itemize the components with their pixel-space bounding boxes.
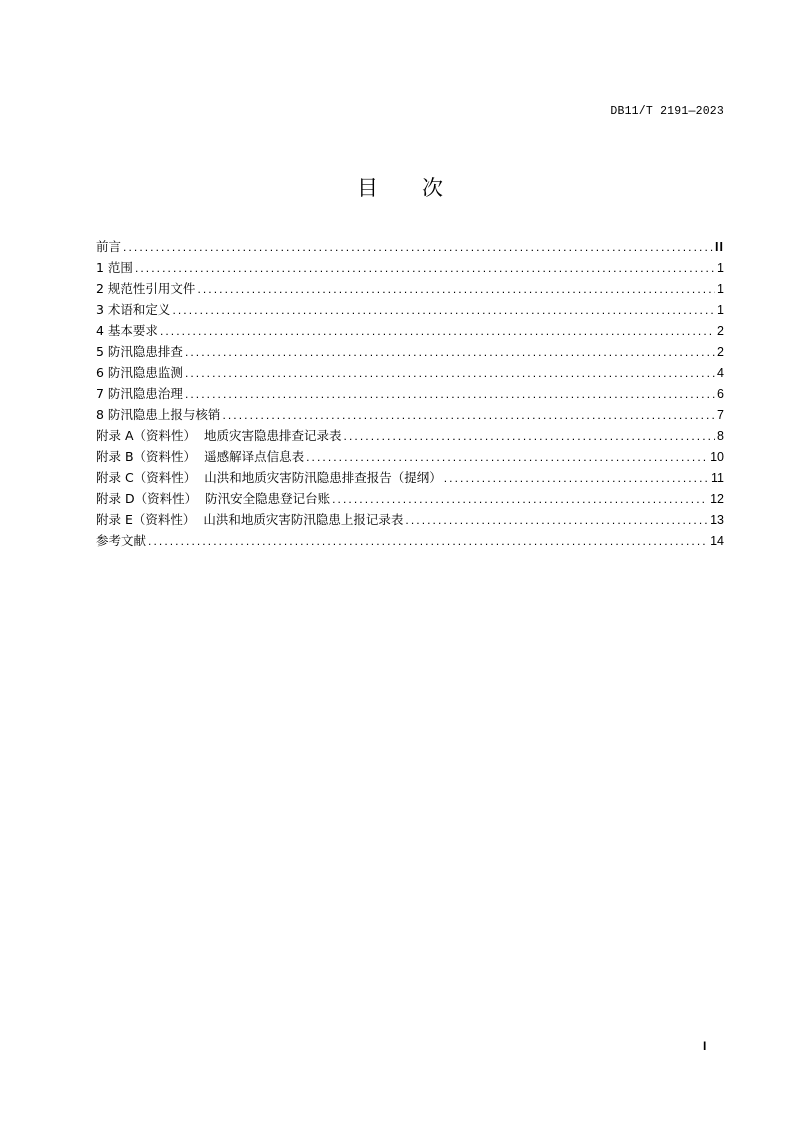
toc-subtitle: 山洪和地质灾害防汛隐患排查报告（提纲）	[204, 470, 442, 485]
toc-leader	[172, 300, 715, 321]
toc-entry-reporting[interactable]	[96, 404, 724, 425]
toc-label: 7 防汛隐患治理	[96, 386, 183, 401]
toc-page: 8	[717, 429, 724, 443]
toc-label: 4 基本要求	[96, 323, 158, 338]
toc-page: 6	[717, 387, 724, 401]
toc-entry-basic-requirements[interactable]	[96, 320, 724, 341]
toc-page: 1	[717, 282, 724, 296]
toc-leader	[197, 279, 715, 300]
toc-page: II	[715, 240, 724, 254]
title-char-1: 目	[357, 176, 378, 200]
toc-label: 1 范围	[96, 260, 133, 275]
page-title	[0, 172, 800, 202]
toc-page: 4	[717, 366, 724, 380]
toc-subtitle: 遥感解译点信息表	[204, 449, 305, 464]
toc-leader	[185, 384, 715, 405]
toc-leader	[306, 447, 708, 468]
toc-label: 参考文献	[96, 533, 147, 548]
toc-page: 7	[717, 408, 724, 422]
toc-subtitle: 防汛安全隐患登记台账	[205, 491, 331, 506]
toc-label: 2 规范性引用文件	[96, 281, 196, 296]
toc-label: 附录 D（资料性）	[96, 491, 198, 506]
toc-entry-bibliography[interactable]	[96, 530, 724, 551]
toc-page: 2	[717, 345, 724, 359]
page-number: I	[703, 1039, 707, 1053]
toc-label: 附录 B（资料性）	[96, 449, 197, 464]
toc-entry-appendix-b[interactable]	[96, 446, 724, 467]
toc-subtitle: 地质灾害隐患排查记录表	[204, 428, 342, 443]
toc-page: 2	[717, 324, 724, 338]
toc-leader	[344, 426, 716, 447]
toc-leader	[160, 321, 715, 342]
document-id: DB11/T 2191—2023	[610, 105, 724, 118]
toc-page: 14	[710, 534, 724, 548]
toc-leader	[222, 405, 715, 426]
table-of-contents	[96, 236, 724, 551]
toc-leader	[123, 237, 713, 258]
toc-page: 13	[710, 513, 724, 527]
title-char-2: 次	[422, 176, 443, 200]
toc-leader	[444, 468, 709, 489]
toc-label: 附录 C（资料性）	[96, 470, 197, 485]
toc-entry-appendix-e[interactable]	[96, 509, 724, 530]
toc-page: 1	[717, 303, 724, 317]
toc-entry-governance[interactable]	[96, 383, 724, 404]
toc-entry-appendix-a[interactable]	[96, 425, 724, 446]
toc-label: 3 术语和定义	[96, 302, 171, 317]
toc-page: 10	[710, 450, 724, 464]
toc-label: 附录 E（资料性）	[96, 512, 196, 527]
toc-entry-scope[interactable]	[96, 257, 724, 278]
toc-leader	[185, 342, 715, 363]
toc-label: 6 防汛隐患监测	[96, 365, 183, 380]
toc-entry-normative-references[interactable]	[96, 278, 724, 299]
toc-entry-appendix-c[interactable]	[96, 467, 724, 488]
toc-subtitle: 山洪和地质灾害防汛隐患上报记录表	[203, 512, 404, 527]
toc-leader	[148, 531, 708, 552]
toc-entry-investigation[interactable]	[96, 341, 724, 362]
toc-leader	[135, 258, 715, 279]
toc-leader	[332, 489, 708, 510]
toc-leader	[405, 510, 708, 531]
toc-page: 11	[711, 471, 724, 485]
toc-page: 1	[717, 261, 724, 275]
toc-entry-appendix-d[interactable]	[96, 488, 724, 509]
toc-label: 附录 A（资料性）	[96, 428, 197, 443]
toc-label: 8 防汛隐患上报与核销	[96, 407, 221, 422]
toc-entry-monitoring[interactable]	[96, 362, 724, 383]
toc-page: 12	[710, 492, 724, 506]
toc-leader	[185, 363, 715, 384]
toc-label: 前言	[96, 239, 122, 254]
toc-label: 5 防汛隐患排查	[96, 344, 183, 359]
toc-entry-terms[interactable]	[96, 299, 724, 320]
toc-entry-foreword[interactable]	[96, 236, 724, 257]
